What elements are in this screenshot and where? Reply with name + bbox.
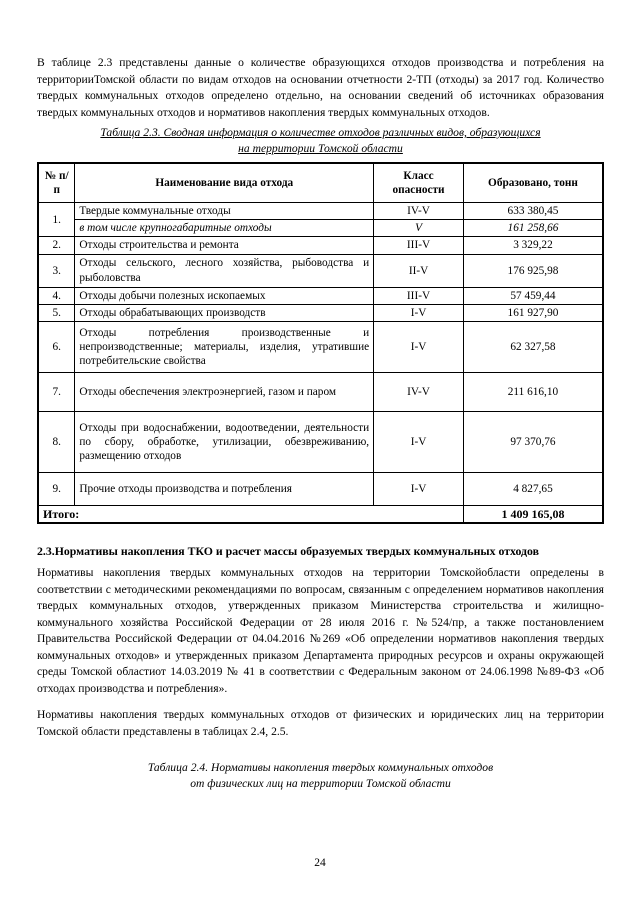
row-num: 5.: [38, 304, 75, 321]
row-class: IV-V: [374, 373, 464, 412]
row-amount: 3 329,22: [463, 237, 603, 254]
row-name: Отходы добычи полезных ископаемых: [75, 287, 374, 304]
row-amount: 211 616,10: [463, 373, 603, 412]
table-row: [38, 220, 603, 237]
row-class: I-V: [374, 304, 464, 321]
row-name: Отходы обеспечения электроэнергией, газом и паром: [75, 373, 374, 412]
row-num: 9.: [38, 473, 75, 506]
row-class: I-V: [374, 412, 464, 473]
table-row: [38, 412, 603, 473]
row-class: II-V: [374, 254, 464, 287]
section-paragraph-2: Нормативы накопления твердых коммунальных отходов от физических и юридических лиц на территории Томской области представлены в таблицах 2.4, 2.5.: [37, 708, 604, 738]
row-amount: 633 380,45: [463, 203, 603, 220]
table-row: [38, 203, 603, 220]
row-num: 4.: [38, 287, 75, 304]
row-amount: 161 927,90: [463, 304, 603, 321]
row-num: 2.: [38, 237, 75, 254]
row-num: 8.: [38, 412, 75, 473]
table-header-row: [38, 163, 603, 203]
table-row: [38, 373, 603, 412]
table-2-3-caption-line2: на территории Томской области: [238, 141, 403, 155]
table-row: [38, 473, 603, 506]
row-class: III-V: [374, 237, 464, 254]
table-2-3-caption: [37, 125, 604, 156]
row-class: III-V: [374, 287, 464, 304]
row-name: Прочие отходы производства и потребления: [75, 473, 374, 506]
row-num: 3.: [38, 254, 75, 287]
row-class: V: [374, 220, 464, 237]
table-row: [38, 304, 603, 321]
total-label: Итого:: [38, 506, 463, 524]
section-paragraph-1: Нормативы накопления твердых коммунальных отходов на территории Томскойобласти определены в соответствии с методическими рекомендациями по вопросам, связанным с определением нормативов накопления твердых коммунальных отходов, утвержденных приказом Министерства строительства и жилищно-коммунального хозяйства Российской Федерации от 28 июля 2016 г. №524/пр, а также постановлением Правительства Российской Федерации от 04.04.2016 №269 «Об определении нормативов накопления твердых коммунальных отходов» и утвержденных приказом Департамента природных ресурсов и охраны окружающей среды Томской областиот 14.03.2019 № 41 в соответствии с Федеральным законом от 24.06.1998 №89-ФЗ «Об отходах производства и потребления».: [37, 566, 604, 695]
row-class: I-V: [374, 322, 464, 373]
table-2-4-caption-line2: от физических лиц на территории Томской области: [190, 776, 451, 790]
section-heading: 2.3.Нормативы накопления ТКО и расчет массы образуемых твердых коммунальных отходов: [37, 544, 539, 559]
intro-paragraph: В таблице 2.3 представлены данные о количестве образующихся отходов производства и потребления на территорииТомской области по видам отходов на основании отчетности 2-ТП (отходы) за 2017 год. Количество твердых коммунальных отходов определено отдельно, на основании сведений об источниках образования твердых коммунальных отходов и нормативов накопления твердых коммунальных отходов.: [37, 56, 604, 119]
table-total-row: [38, 506, 603, 524]
row-num: 1.: [38, 203, 75, 237]
row-num: 7.: [38, 373, 75, 412]
table-2-4-caption-line1: Таблица 2.4. Нормативы накопления твердых коммунальных отходов: [147, 761, 494, 775]
table-row: [38, 322, 603, 373]
header-class: Класс опасности: [374, 163, 464, 203]
row-amount: 176 925,98: [463, 254, 603, 287]
row-amount: 57 459,44: [463, 287, 603, 304]
row-name: в том числе крупногабаритные отходы: [75, 220, 374, 237]
row-name: Отходы потребления производственные и непроизводственные; материалы, изделия, утратившие потребительские свойства: [75, 322, 374, 373]
page-number: 24: [314, 857, 326, 869]
table-2-3-caption-line1: Таблица 2.3. Сводная информация о количестве отходов различных видов, образующихся: [100, 126, 541, 139]
row-amount: 62 327,58: [463, 322, 603, 373]
row-name: Отходы строительства и ремонта: [75, 237, 374, 254]
table-2-4-caption: [37, 760, 604, 791]
row-name: Твердые коммунальные отходы: [75, 203, 374, 220]
row-amount: 161 258,66: [463, 220, 603, 237]
header-name: Наименование вида отхода: [75, 163, 374, 203]
row-num: 6.: [38, 322, 75, 373]
waste-summary-table: [37, 162, 604, 524]
table-row: [38, 254, 603, 287]
total-value: 1 409 165,08: [463, 506, 603, 524]
row-name: Отходы при водоснабжении, водоотведении, деятельности по сбору, обработке, утилизации, обезвреживанию, размещению отходов: [75, 412, 374, 473]
table-row: [38, 237, 603, 254]
table-row: [38, 287, 603, 304]
row-amount: 4 827,65: [463, 473, 603, 506]
header-num: № п/п: [38, 163, 75, 203]
document-page: [37, 55, 604, 791]
row-name: Отходы сельского, лесного хозяйства, рыбоводства и рыболовства: [75, 254, 374, 287]
row-class: IV-V: [374, 203, 464, 220]
header-amount: Образовано, тонн: [463, 163, 603, 203]
row-name: Отходы обрабатывающих производств: [75, 304, 374, 321]
row-amount: 97 370,76: [463, 412, 603, 473]
row-class: I-V: [374, 473, 464, 506]
